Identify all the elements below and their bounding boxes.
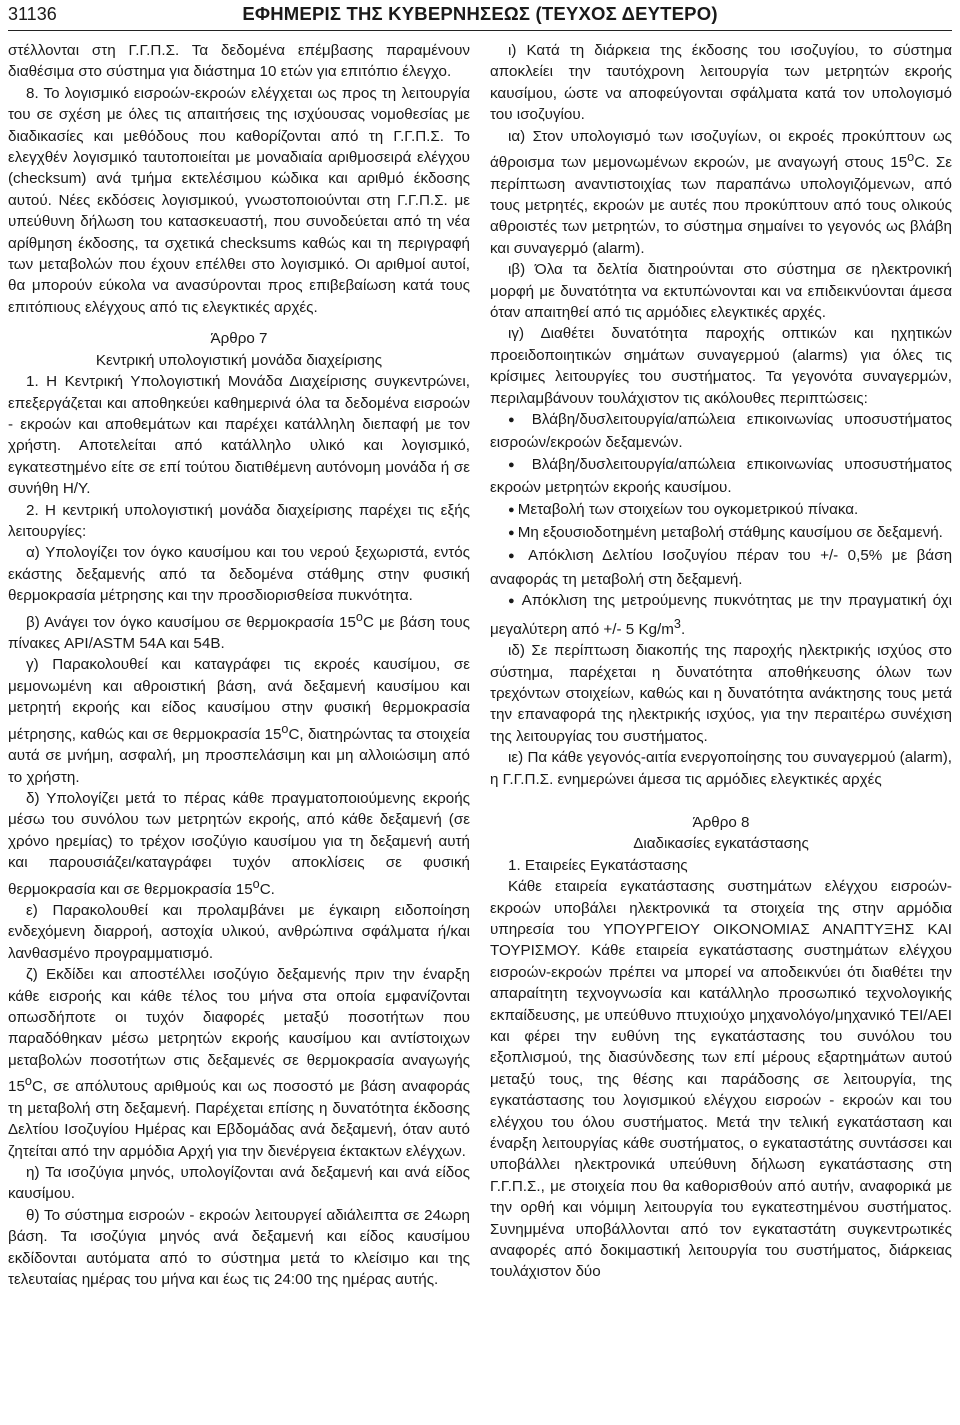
bullet-item: ● Μη εξουσιοδοτημένη μεταβολή στάθμης καυσίμου σε δεξαμενή. [490,522,952,545]
paragraph: στέλλονται στη Γ.Γ.Π.Σ. Τα δεδομένα επέμβασης παραμένουν διαθέσιμα στο σύστημα για διάστημα 10 ετών για επιτόπιο έλεγχο. [8,42,470,81]
page-number: 31136 [8,4,57,24]
journal-title: ΕΦΗΜΕΡΙΣ ΤΗΣ ΚΥΒΕΡΝΗΣΕΩΣ (ΤΕΥΧΟΣ ΔΕΥΤΕΡΟ) [242,3,718,24]
paragraph: α) Υπολογίζει τον όγκο καυσίμου και του νερού ξεχωριστά, εντός εκάστης δεξαμενής από τα δεδομένα στάθμης στην φυσική θερμοκρασία μέτρησης και την προσδιορισθείσα πυκνότητα. [8,544,470,605]
paragraph: ε) Παρακολουθεί και προλαμβάνει με έγκαιρη ειδοποίηση ενδεχόμενη διαρροή, αστοχία υλικού, ανθρώπινα σφάλματα ή/και λανθασμένο προγραμματισμό. [8,902,470,962]
paragraph: θ) Το σύστημα εισροών - εκροών λειτουργεί αδιάλειπτα σε 24ωρη βάση. Τα ισοζύγια μηνός ανά δεξαμενή και είδος καυσίμου εκδίδονται αυτόματα από το σύστημα μετά το κλείσιμο και της τελευταίας ημέρας του μήνα και έως τις 24:00 της ημέρας αυτής. [8,1206,470,1288]
paragraph: ιε) Πα κάθε γεγονός-αιτία ενεργοποίησης του συναγερμού (alarm), η Γ.Γ.Π.Σ. ενημερώνει άμεσα τις αρμόδιες ελεγκτικές αρχές [490,749,952,788]
article-7-subtitle: Κεντρική υπολογιστική μονάδα διαχείρισης [95,351,383,369]
paragraph: 2. Η κεντρική υπολογιστική μονάδα διαχείρισης παρέχει τις εξής λειτουργίες: [8,501,470,540]
paragraph: 1. Η Κεντρική Υπολογιστική Μονάδα Διαχείρισης συγκεντρώνει, επεξεργάζεται και αποθηκεύει καθημερινά όλα τα δεδομένα εισροών - εκροών και αποθεμάτων και παρέχει κατάλληλη διεπαφή με τον χρήστη. Αποτελείται από κατάλληλο υλικό και λογισμικό, εγκατεστημένο είτε σε επί τούτου διατιθέμενη αυτόνομη μονάδα ή σε συνήθη Η/Υ. [8,373,470,498]
bullet-item: ● Απόκλιση Δελτίου Ισοζυγίου πέραν του +/- 0,5% με βάση αναφοράς τη μεταβολή στη δεξαμενή. [490,545,952,590]
page-header [8,2,952,30]
paragraph: Κάθε εταιρεία εγκατάστασης συστημάτων ελέγχου εισροών-εκροών υποβάλει ηλεκτρονικά τα στοιχεία της στην αρμόδια υπηρεσία του ΥΠΟΥΡΓΕΙΟΥ ΟΙΚΟΝΟΜΙΑΣ ΑΝΑΠΤΥΞΗΣ ΚΑΙ ΤΟΥΡΙΣΜΟΥ. Κάθε εταιρεία εγκατάστασης συστημάτων ελέγχου εισροών-εκροών πρέπει να μπορεί να αποδεικνύει ότι διαθέτει την απαραίτητη τεχνογνωσία και κατάλληλο προσωπικό τεχνολογικής εκπαίδευσης, με υπεύθυνο πτυχιούχο μηχανολόγο/μηχανικό ΤΕΙ/ΑΕΙ και φέρει την ευθύνη της εγκατάστασης του συνόλου του εξοπλισμού, της διασύνδεσης των επί μέρους εξαρτημάτων αυτού μεταξύ τους, της θέσης και παράδοσης σε λειτουργία, της εγκατάστασης του λογισμικού ελέγχου εισροών - εκροών και του ελέγχου του όλου συστήματος. Μετά την τελική εγκατάσταση και έναρξη λειτουργίας κάθε συστήματος, ο εγκαταστάτης συντάσσει και υποβάλλει ηλεκτρονικά υπεύθυνη δήλωση εγκατάστασης στη Γ.Γ.Π.Σ., με στοιχεία που θα καθορισθούν από αυτήν, αναφορικά με την ορθή και νόμιμη λειτουργία του εγκατεστημένου συστήματος. Συνημμένα υποβάλλονται από τον εγκαταστάτη συγκεντρωτικές αναφορές από δοκιμαστική λειτουργία του συστήματος, διάρκειας τουλάχιστον δύο [490,878,952,1281]
article-8-subtitle: Διαδικασίες εγκατάστασης [633,835,809,853]
left-column [8,40,470,1290]
paragraph: ι) Κατά τη διάρκεια της έκδοσης του ισοζυγίου, το σύστημα αποκλείει την ταυτόχρονη λειτουργία των μετρητών εκροής καυσίμου, ώστε να αποφεύγονται σφάλματα κατά τον υπολογισμό του ισοζυγίου. [490,42,952,124]
paragraph: ιδ) Σε περίπτωση διακοπής της παροχής ηλεκτρικής ισχύος στο σύστημα, παρέχεται η δυνατότητα αποθήκευσης όλων των τρεχόντων στοιχείων, καθώς και η δυνατότητα ανάκτησης τους μετά την επαναφορά της ηλεκτρικής ισχύος, για την περαιτέρω συνέχιση της λειτουργίας του συστήματος. [490,642,952,745]
article-7-title: Άρθρο 7 [210,330,268,348]
article-8-title: Άρθρο 8 [692,813,750,831]
bullet-item: ● Μεταβολή των στοιχείων του ογκομετρικού πίνακα. [490,499,952,522]
bullet-item: ● Βλάβη/δυσλειτουργία/απώλεια επικοινωνίας υποσυστήματος εισροών/εκροών δεξαμενών. [490,409,952,454]
paragraph: ιβ) Όλα τα δελτία διατηρούνται στο σύστημα σε ηλεκτρονική μορφή με δυνατότητα να εκτυπώνονται και να επιδεικνύονται άμεσα όταν απαιτηθεί από τις αρμόδιες ελεγκτικές αρχές. [490,261,952,321]
bullet-item: ● Απόκλιση της μετρούμενης πυκνότητας με την πραγματική όχι μεγαλύτερη από +/- 5 $Kg/m^3$. [490,590,952,640]
header-rule [8,30,952,31]
right-column [490,40,952,1283]
paragraph: η) Τα ισοζύγια μηνός, υπολογίζονται ανά δεξαμενή και ανά είδος καυσίμου. [8,1163,470,1203]
paragraph: γ) Παρακολουθεί και καταγράφει τις εκροές καυσίμου, σε μεμονωμένη και αθροιστική βάση, ανά δεξαμενή καυσίμου και μετρητή εκροής και είδος καυσίμου στην φυσική θερμοκρασία μέτρησης, καθώς και σε θερμοκρασία $15^oC$, διατηρώντας τα στοιχεία αυτά σε μνήμη, ασφαλή, μη προσπελάσιμη και μη αλλοιώσιμη από το χρήστη. [8,656,470,786]
paragraph: δ) Υπολογίζει μετά το πέρας κάθε πραγματοποιούμενης εκροής μέσω του συνόλου των μετρητών εκροής, από κάθε δεξαμενή (σε χρόνο ηρεμίας) το τρέχον ισοζύγιο καυσίμου για τη δεξαμενή αυτή και παρουσιάζει/καταγράφει τυχόν αποκλίσεις σε φυσική θερμοκρασία και σε θερμοκρασία $15^oC$. [8,789,470,898]
paragraph: ια) Στον υπολογισμό των ισοζυγίων, οι εκροές προκύπτουν ως άθροισμα των μεμονωμένων εκροών, με αναγωγή στους $15^oC$. Σε περίπτωση αναντιστοιχίας των παραπάνω υπολογιζόμενων, από τους μετρητές, εκροών με αυτές που προκύπτουν από τους ολικούς αθροιστές των μετρητών, το σύστημα σημαίνει το γεγονός ως βλάβη και συναγερμό (alarm). [490,127,952,257]
paragraph: 8. Το λογισμικό εισροών-εκροών ελέγχεται ως προς τη λειτουργία του σε σχέση με όλες τις απαιτήσεις της ισχύουσας νομοθεσίας με διαδικασίες και μεθόδους που καθορίζονται από τη Γ.Γ.Π.Σ. Το ελεγχθέν λογισμικό ταυτοποιείται με μοναδιαία αριθμοσειρά ελέγχου (checksum) ανά τμήμα εκτελέσιμου κώδικα και αριθμό έκδοσης αυτού. Νέες εκδόσεις λογισμικού, γνωστοποιούνται στη Γ.Γ.Π.Σ. με υπεύθυνη δήλωση του κατασκευαστή, που συνοδεύεται από τη νέα αρίθμηση έκδοσης, τα σχετικά checksums καθώς και τη περιγραφή των μεταβολών που έχουν επέλθει στο λογισμικό. Οι αριθμοί αυτοί, θα μπορούν εύκολα να ανασύρονται προς επιβεβαίωση κατά τους επιτόπιους ελέγχους από τις ελεγκτικές αρχές. [8,84,470,316]
bullet-item: ● Βλάβη/δυσλειτουργία/απώλεια επικοινωνίας υποσυστήματος εκροών μετρητών εκροής καυσίμου. [490,454,952,499]
paragraph: β) Ανάγει τον όγκο καυσίμου σε θερμοκρασία $15^oC$ με βάση τους πίνακες API/ASTM 54A και 54B. [8,609,470,653]
paragraph: 1. Εταιρείες Εγκατάστασης [508,856,688,874]
paragraph: ζ) Εκδίδει και αποστέλλει ισοζύγιο δεξαμενής πριν την έναρξη κάθε εισροής και κάθε τέλος του μήνα στα οποία εμφανίζονται οπωσδήποτε οι τυχόν διαφορές μεταξύ ποσοτήτων που παραδόθηκαν μέσω μετρητών εκροής καυσίμου και αντίστοιχων μεταβολών ποσοτήτων στις δεξαμενές σε θερμοκρασία αναγωγής $15^oC$, σε απόλυτους αριθμούς και ως ποσοστό με βάση αναφοράς τη μεταβολή στη δεξαμενή. Παρέχεται επίσης η δυνατότητα έκδοσης Δελτίου Ισοζυγίου Ημέρας και Εβδομάδας ανά δεξαμενή, όταν αυτό ζητείται από την αρμόδια Αρχή για την διενέργεια έκτακτων ελέγχων. [8,966,470,1160]
paragraph: ιγ) Διαθέτει δυνατότητα παροχής οπτικών και ηχητικών προειδοποιητικών σημάτων συναγερμού (alarms) για όλες τις κρίσιμες λειτουργίες του συστήματος. Τα γεγονότα συναγερμών, περιλαμβάνουν τουλάχιστον τις ακόλουθες περιπτώσεις: [490,325,952,407]
